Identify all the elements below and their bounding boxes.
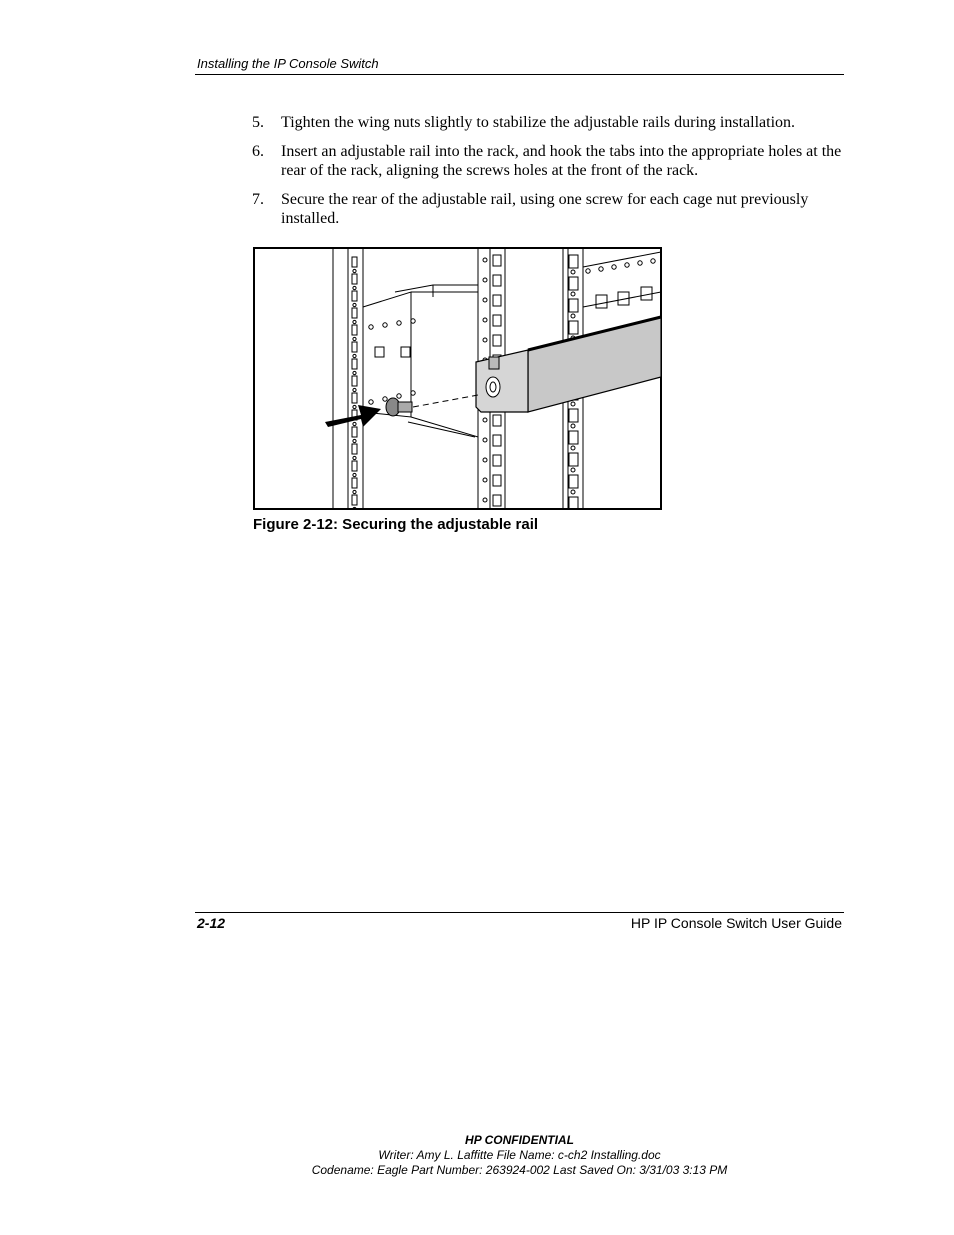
step-number: 7. — [252, 191, 264, 208]
guide-title: HP IP Console Switch User Guide — [630, 915, 842, 931]
step-text: Secure the rear of the adjustable rail, using one screw for each cage nut previously installed. — [281, 191, 809, 227]
confidential-title: HP CONFIDENTIAL — [465, 1133, 574, 1147]
rail-installation-illustration — [253, 247, 662, 510]
step-text: Insert an adjustable rail into the rack, and hook the tabs into the appropriate holes at the rear of the rack, aligning the screws holes at the front of the rack. — [281, 143, 842, 179]
step-7 — [252, 190, 852, 228]
confidential-line-1: Writer: Amy L. Laffitte File Name: c-ch2 Installing.doc — [378, 1148, 661, 1162]
confidential-block — [0, 1133, 954, 1178]
running-header: Installing the IP Console Switch — [197, 56, 379, 71]
step-number: 6. — [252, 143, 264, 160]
page-number: 2-12 — [197, 915, 226, 931]
confidential-line-2: Codename: Eagle Part Number: 263924-002 Last Saved On: 3/31/03 3:13 PM — [311, 1163, 728, 1177]
header-divider — [195, 74, 844, 75]
figure-caption: Figure 2-12: Securing the adjustable rail — [253, 516, 539, 533]
instruction-steps — [252, 113, 852, 238]
step-6 — [252, 142, 852, 180]
step-5 — [252, 113, 852, 132]
footer-divider — [195, 912, 844, 913]
step-number: 5. — [252, 114, 264, 131]
step-text: Tighten the wing nuts slightly to stabilize the adjustable rails during installation. — [281, 114, 796, 131]
